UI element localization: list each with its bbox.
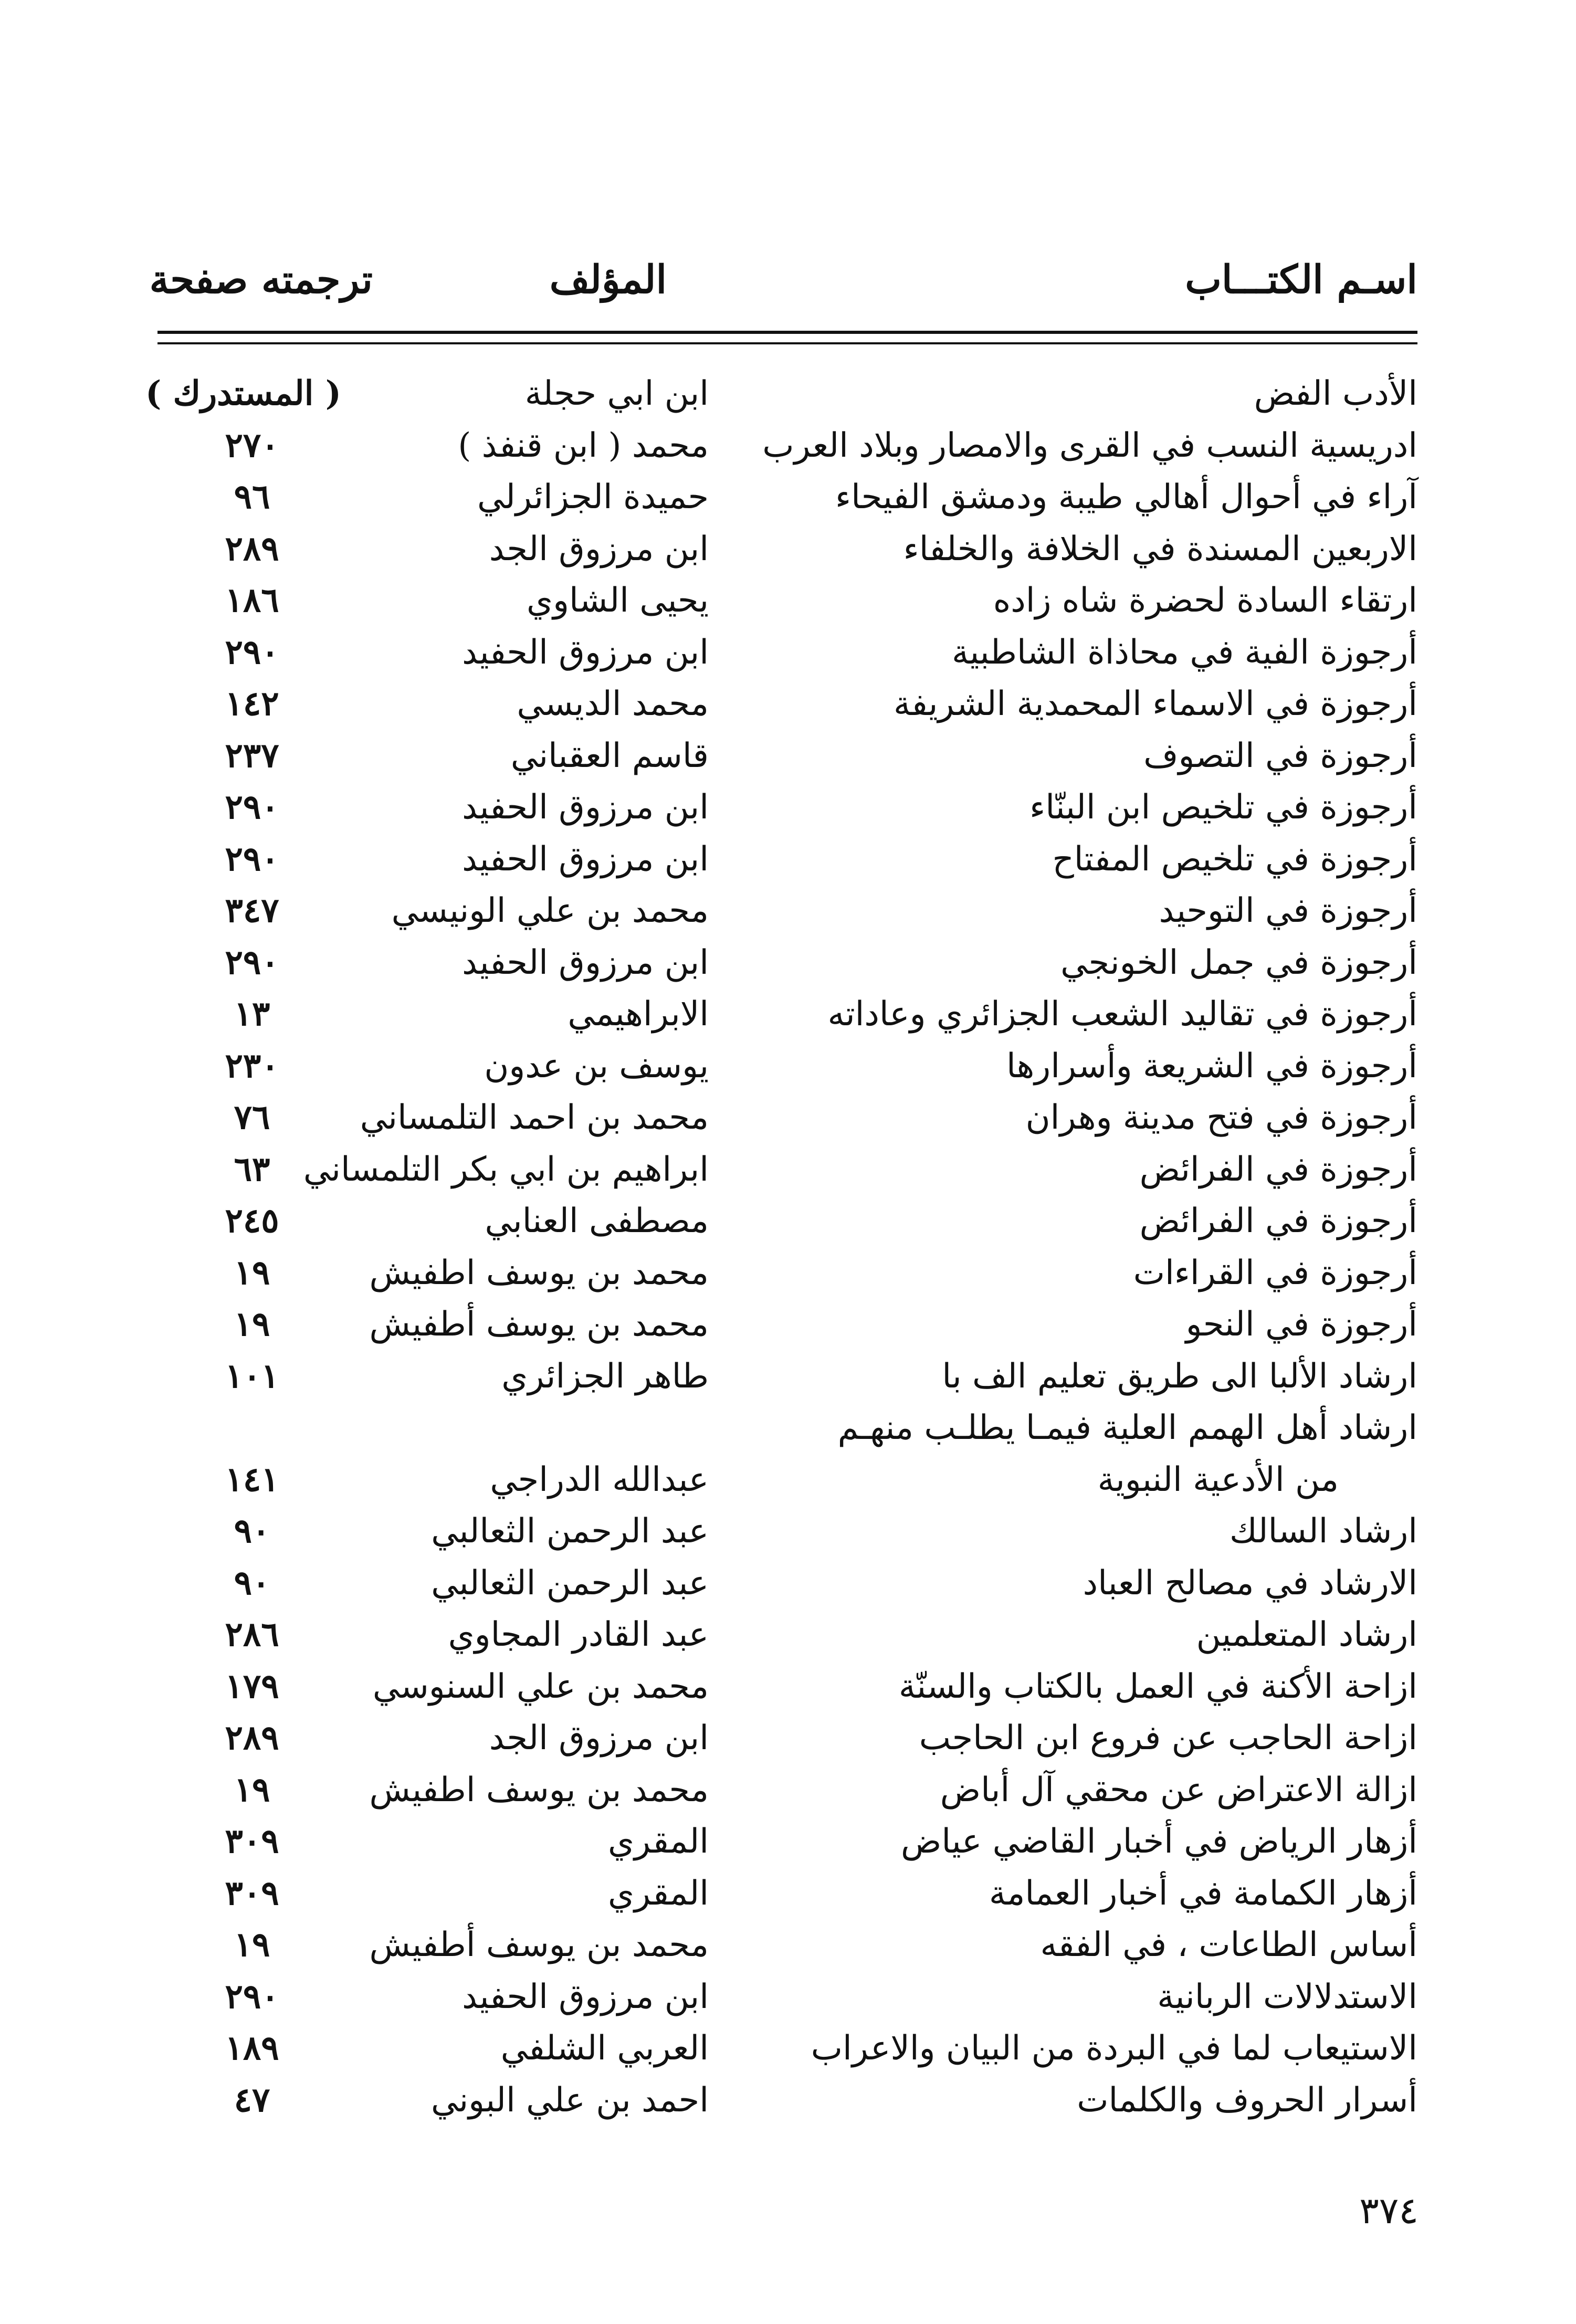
page-number: ٣٧٤ — [1359, 2189, 1419, 2232]
biography-page: ٧٦ — [234, 1098, 270, 1137]
author-name: عبد الرحمن الثعالبي — [431, 1564, 709, 1603]
book-title: ارشاد الألبا الى طريق تعليم الف با — [942, 1357, 1417, 1396]
table-row — [157, 1040, 1417, 1092]
table-header — [149, 257, 1417, 325]
biography-page: ١٨٦ — [225, 581, 279, 620]
book-title: الاستدلالات الربانية — [1157, 1978, 1417, 2016]
table-row — [157, 833, 1417, 886]
author-name: يوسف بن عدون — [484, 1047, 709, 1086]
book-title: أرجوزة الفية في محاذاة الشاطبية — [952, 633, 1417, 672]
biography-page: ٢٤٥ — [225, 1201, 279, 1240]
author-name: المقري — [607, 1874, 709, 1913]
biography-page: ١٠١ — [225, 1356, 279, 1396]
table-row — [157, 1402, 1417, 1454]
table-row — [157, 885, 1417, 937]
author-name: عبد القادر المجاوي — [448, 1615, 709, 1654]
biography-page: ١٧٩ — [225, 1667, 279, 1706]
book-title: ازالة الاعتراض عن محقي آل أباض — [940, 1771, 1417, 1810]
book-title: أزهار الكمامة في أخبار العمامة — [989, 1874, 1417, 1913]
book-title: أرجوزة في تلخيص ابن البنّاء — [1029, 788, 1417, 827]
biography-page: ٣٤٧ — [225, 891, 279, 930]
author-name: المقري — [607, 1822, 709, 1861]
table-row — [157, 1557, 1417, 1610]
book-title: ارشاد السالك — [1230, 1512, 1417, 1551]
author-name: احمد بن علي البوني — [430, 2081, 709, 2120]
biography-page: ١٣ — [234, 994, 270, 1034]
book-title: أزهار الرياض في أخبار القاضي عياض — [900, 1822, 1417, 1861]
book-title: أسرار الحروف والكلمات — [1077, 2081, 1417, 2120]
header-rule-thin — [157, 342, 1417, 344]
book-title: أرجوزة في فتح مدينة وهران — [1025, 1098, 1417, 1137]
biography-page: ١٩ — [234, 1305, 270, 1344]
table-row — [157, 1454, 1417, 1506]
author-name: محمد ( ابن قنفذ ) — [458, 426, 709, 465]
author-name: عبد الرحمن الثعالبي — [431, 1512, 709, 1551]
book-title: أرجوزة في النحو — [1185, 1305, 1417, 1344]
table-row — [157, 1867, 1417, 1920]
book-title: أرجوزة في تقاليد الشعب الجزائري وعاداته — [827, 995, 1417, 1034]
author-name: يحيى الشاوي — [527, 581, 709, 620]
table-row — [157, 937, 1417, 989]
book-title: الأدب الفض — [1254, 374, 1417, 413]
table-row — [157, 1195, 1417, 1247]
biography-page: ٢٩٠ — [225, 633, 279, 672]
author-name: الابراهيمي — [568, 995, 709, 1034]
book-title: ادريسية النسب في القرى والامصار وبلاد العرب — [762, 426, 1417, 465]
biography-page: ٢٧٠ — [225, 426, 279, 465]
header-page-column: ترجمته صفحة — [149, 257, 373, 302]
author-name: ابن ابي حجلة — [524, 374, 709, 413]
biography-page: ٩٠ — [234, 1511, 270, 1551]
author-name: ابن مرزوق الحفيد — [462, 788, 709, 827]
author-name: محمد بن احمد التلمساني — [360, 1098, 709, 1137]
table-row — [145, 367, 1417, 420]
author-name: ابن مرزوق الحفيد — [462, 943, 709, 982]
book-title: أرجوزة في القراءات — [1133, 1254, 1417, 1292]
table-row — [157, 471, 1417, 523]
table-row — [157, 523, 1417, 575]
biography-page: ٢٩٠ — [225, 839, 279, 879]
biography-page: ٣٠٩ — [225, 1822, 279, 1861]
header-rule-thick — [157, 331, 1417, 334]
author-name: محمد الديسي — [517, 685, 709, 723]
table-row — [157, 988, 1417, 1040]
biography-page: ( المستدرك ) — [145, 374, 341, 413]
book-title: من الأدعية النبوية — [1097, 1460, 1339, 1499]
book-title: أرجوزة في تلخيص المفتاح — [1052, 840, 1417, 879]
table-row — [157, 1764, 1417, 1816]
author-name: العربي الشلفي — [500, 2029, 709, 2068]
book-title: ارشاد أهل الهمم العلية فيمـا يطلـب منهـم — [837, 1408, 1417, 1447]
table-row — [157, 1143, 1417, 1196]
table-row — [157, 1298, 1417, 1351]
table-row — [157, 1247, 1417, 1299]
book-title: أرجوزة في الاسماء المحمدية الشريفة — [893, 685, 1417, 723]
author-name: ابن مرزوق الجد — [489, 530, 709, 569]
biography-page: ٢٣٠ — [225, 1046, 279, 1086]
table-row — [157, 1350, 1417, 1403]
biography-page: ٣٠٩ — [225, 1874, 279, 1913]
author-name: محمد بن يوسف أطفيش — [369, 1305, 709, 1344]
book-title: ارشاد المتعلمين — [1196, 1615, 1417, 1654]
book-title: ازاحة الحاجب عن فروع ابن الحاجب — [919, 1719, 1417, 1758]
author-name: محمد بن علي الونيسي — [391, 891, 709, 930]
author-name: قاسم العقباني — [510, 737, 709, 775]
biography-page: ٢٩٠ — [225, 1977, 279, 2016]
author-name: طاهر الجزائري — [501, 1357, 709, 1396]
table-row — [157, 1505, 1417, 1558]
author-name: حميدة الجزائرلي — [477, 478, 709, 517]
table-row — [157, 574, 1417, 627]
biography-page: ١٩ — [234, 1253, 270, 1292]
table-row — [157, 781, 1417, 834]
author-name: محمد بن يوسف اطفيش — [369, 1771, 709, 1810]
table-row — [157, 1919, 1417, 1971]
book-title: آراء في أحوال أهالي طيبة ودمشق الفيحاء — [835, 478, 1417, 517]
biography-page: ١٤٢ — [225, 684, 279, 723]
biography-page: ٢٣٧ — [225, 736, 279, 775]
biography-page: ١٩ — [234, 1925, 270, 1964]
book-title: ازاحة الأكنة في العمل بالكتاب والسنّة — [898, 1667, 1417, 1706]
author-name: محمد بن يوسف أطفيش — [369, 1926, 709, 1964]
book-title: ارتقاء السادة لحضرة شاه زاده — [993, 581, 1417, 620]
book-title: الاستيعاب لما في البردة من البيان والاعراب — [811, 2029, 1417, 2068]
table-row — [157, 678, 1417, 730]
biography-page: ٩٠ — [234, 1563, 270, 1603]
author-name: محمد بن علي السنوسي — [372, 1667, 709, 1706]
header-author-column: المؤلف — [549, 257, 667, 302]
author-name: عبدالله الدراجي — [490, 1460, 709, 1499]
table-row — [157, 2074, 1417, 2127]
book-title: أساس الطاعات ، في الفقه — [1040, 1926, 1417, 1964]
book-title: أرجوزة في الشريعة وأسرارها — [1006, 1047, 1417, 1086]
author-name: ابراهيم بن ابي بكر التلمساني — [303, 1150, 709, 1189]
author-name: ابن مرزوق الحفيد — [462, 840, 709, 879]
table-row — [157, 1971, 1417, 2023]
table-row — [157, 2022, 1417, 2075]
biography-page: ٢٩٠ — [225, 943, 279, 982]
table-row — [157, 626, 1417, 679]
table-row — [157, 1091, 1417, 1144]
biography-page: ٢٩٠ — [225, 787, 279, 827]
book-title: أرجوزة في جمل الخونجي — [1060, 943, 1417, 982]
biography-page: ٩٦ — [234, 477, 270, 517]
book-title: الاربعين المسندة في الخلافة والخلفاء — [903, 530, 1417, 569]
author-name: مصطفى العنابي — [485, 1202, 709, 1240]
biography-page: ١٤١ — [225, 1460, 279, 1499]
book-title: أرجوزة في الفرائض — [1139, 1150, 1417, 1189]
author-name: محمد بن يوسف اطفيش — [369, 1254, 709, 1292]
header-title-column: اسـم الكتـــاب — [1185, 257, 1417, 302]
author-name: ابن مرزوق الجد — [489, 1719, 709, 1758]
book-title: أرجوزة في التصوف — [1143, 737, 1417, 775]
book-title: الارشاد في مصالح العباد — [1083, 1564, 1417, 1603]
author-name: ابن مرزوق الحفيد — [462, 633, 709, 672]
table-row — [157, 1660, 1417, 1713]
table-row — [157, 1608, 1417, 1661]
table-row — [157, 730, 1417, 782]
biography-page: ٢٨٩ — [225, 1718, 279, 1758]
biography-page: ١٨٩ — [225, 2028, 279, 2068]
biography-page: ١٩ — [234, 1770, 270, 1810]
book-title: أرجوزة في التوحيد — [1159, 891, 1417, 930]
biography-page: ٤٧ — [234, 2080, 270, 2120]
biography-page: ٢٨٦ — [225, 1615, 279, 1654]
biography-page: ٦٣ — [234, 1150, 270, 1189]
table-row — [157, 1815, 1417, 1868]
book-title: أرجوزة في الفرائض — [1139, 1202, 1417, 1240]
table-row — [157, 419, 1417, 472]
biography-page: ٢٨٩ — [225, 529, 279, 569]
table-row — [157, 1712, 1417, 1764]
author-name: ابن مرزوق الحفيد — [462, 1978, 709, 2016]
